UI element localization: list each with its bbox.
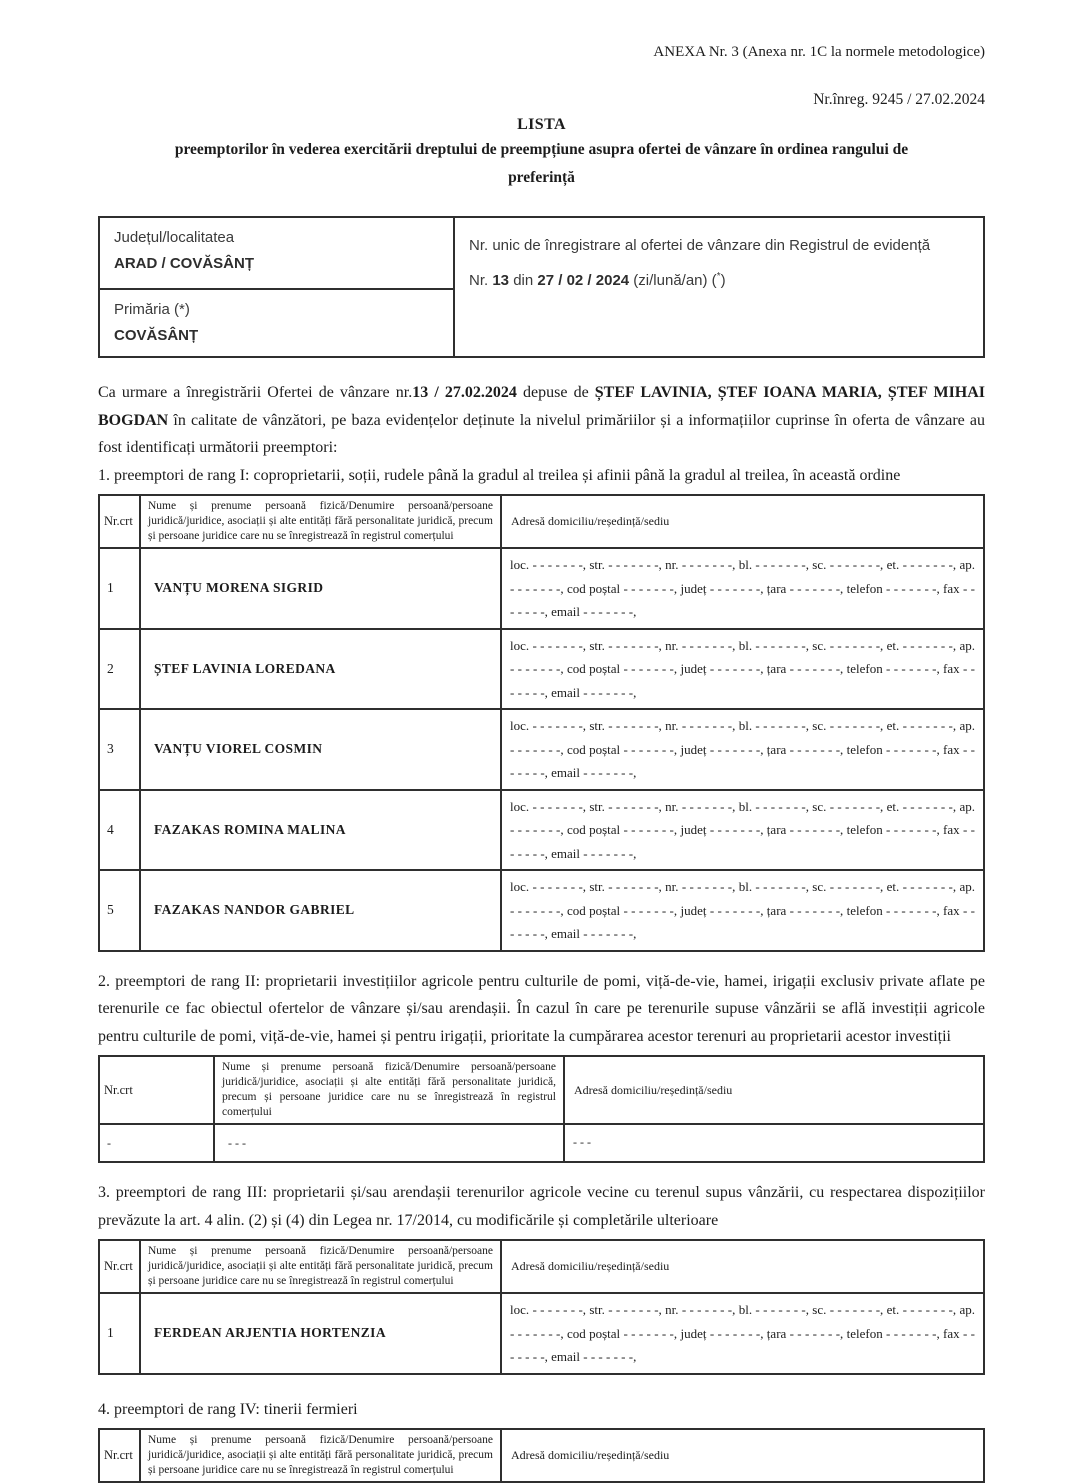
intro-text-2: depuse de	[516, 384, 595, 401]
table-row	[99, 870, 984, 951]
cityhall-label: Primăria (*)	[114, 301, 190, 318]
table-header-row	[99, 1056, 984, 1124]
offer-din: din	[509, 272, 538, 289]
column-header-name: Nume și prenume persoană fizică/Denumire persoană/persoane juridică/juridice, asociații și alte entități fără personalitate juridică, precum și persoane juridice care nu se înregistrează în registrul comerțului	[214, 1056, 564, 1124]
column-header-name: Nume și prenume persoană fizică/Denumire persoană/persoane juridică/juridice, asociații și alte entități fără personalitate juridică, precum și persoane juridice care nu se înregistrează în registrul comerțului	[140, 1240, 501, 1293]
preemptor-name: FAZAKAS NANDOR GABRIEL	[140, 870, 501, 951]
preemptor-address: loc. - - - - - - -, str. - - - - - - -, nr. - - - - - - -, bl. - - - - - - -, sc. - - - - - - -, et. - - - - - - -, ap. - - - - - - -, cod poștal - - - - - - -, județ - - - - - - -, țara - - - - - - -, telefon - - - - - - -, fax - - - - - - -, email - - - - - - -,	[501, 870, 984, 951]
preemptor-name: - - -	[214, 1124, 564, 1162]
column-header-name: Nume și prenume persoană fizică/Denumire persoană/persoane juridică/juridice, asociații și alte entități fără personalitate juridică, precum și persoane juridice care nu se înregistrează în registrul comerțului	[140, 1429, 501, 1482]
intro-sellers-names: ȘTEF LAVINIA, ȘTEF IOANA MARIA, ȘTEF MIHAI BOGDAN	[98, 384, 986, 429]
cityhall-cell	[99, 289, 454, 357]
preemptor-address: - - -	[564, 1124, 984, 1162]
offer-date-value: 27 / 02 / 2024	[537, 272, 630, 289]
subtitle-line-2: preferință	[508, 169, 575, 186]
subtitle-line-1: preemptorilor în vederea exercitării dreptului de preempțiune asupra ofertei de vânzare în ordinea rangului de	[174, 141, 909, 158]
preemptor-address: loc. - - - - - - -, str. - - - - - - -, nr. - - - - - - -, bl. - - - - - - -, sc. - - - - - - -, et. - - - - - - -, ap. - - - - - - -, cod poștal - - - - - - -, județ - - - - - - -, țara - - - - - - -, telefon - - - - - - -, fax - - - - - - -, email - - - - - - -,	[501, 629, 984, 710]
table-row	[99, 629, 984, 710]
table-row	[99, 790, 984, 871]
cityhall-value: COVĂSÂNȚ	[114, 327, 199, 344]
anexa-reference: ANEXA Nr. 3 (Anexa nr. 1C la normele metodologice)	[653, 44, 985, 60]
intro-text-3: în calitate de vânzători, pe baza evidențelor deținute la nivelul primăriilor și a informațiilor cuprinse în oferta de vânzare au fost identificați următorii preemptori:	[98, 411, 985, 456]
column-header-number: Nr.crt	[99, 495, 140, 548]
offer-number-prefix: Nr.	[469, 272, 493, 289]
column-header-address: Adresă domiciliu/reședință/sediu	[564, 1056, 984, 1124]
preemptor-address: loc. - - - - - - -, str. - - - - - - -, nr. - - - - - - -, bl. - - - - - - -, sc. - - - - - - -, et. - - - - - - -, ap. - - - - - - -, cod poștal - - - - - - -, județ - - - - - - -, țara - - - - - - -, telefon - - - - - - -, fax - - - - - - -, email - - - - - - -,	[501, 1293, 984, 1374]
preemptor-address: loc. - - - - - - -, str. - - - - - - -, nr. - - - - - - -, bl. - - - - - - -, sc. - - - - - - -, et. - - - - - - -, ap. - - - - - - -, cod poștal - - - - - - -, județ - - - - - - -, țara - - - - - - -, telefon - - - - - - -, fax - - - - - - -, email - - - - - - -,	[501, 548, 984, 629]
preemptor-name: ȘTEF LAVINIA LOREDANA	[140, 629, 501, 710]
intro-paragraph	[98, 379, 985, 462]
row-number: 5	[99, 870, 140, 951]
preemptor-name: VANȚU VIOREL COSMIN	[140, 709, 501, 790]
registration-number-line: Nr.înreg. 9245 / 27.02.2024	[813, 91, 985, 108]
county-cell	[99, 217, 454, 289]
offer-registration-text: Nr. unic de înregistrare al ofertei de vânzare din Registrul de evidență	[469, 237, 931, 254]
offer-registration-cell	[454, 217, 984, 357]
column-header-number: Nr.crt	[99, 1240, 140, 1293]
table-row	[99, 1124, 984, 1162]
row-number: -	[99, 1124, 214, 1162]
county-label: Județul/localitatea	[114, 229, 235, 246]
preemptor-name: FAZAKAS ROMINA MALINA	[140, 790, 501, 871]
row-number: 4	[99, 790, 140, 871]
row-number: 2	[99, 629, 140, 710]
rank3-table	[98, 1239, 985, 1375]
table-header-row	[99, 1240, 984, 1293]
row-number: 1	[99, 548, 140, 629]
rank2-heading: 2. preemptori de rang II: proprietarii investițiilor agricole pentru culturile de pomi, viță-de-vie, hamei, irigații exclusiv private aflate pe terenurile ce fac obiectul ofertelor de vânzare și/sau arendașii. În cazul în care pe terenurile supuse vânzării se află investiții agricole pentru culturile de pomi, viță-de-vie, hamei și pentru irigații, prioritate la cumpărarea acestor terenuri au proprietarii acestor investiții	[98, 972, 985, 1045]
table-header-row	[99, 1429, 984, 1482]
column-header-address: Adresă domiciliu/reședință/sediu	[501, 1240, 984, 1293]
row-number: 3	[99, 709, 140, 790]
column-header-number: Nr.crt	[99, 1056, 214, 1124]
rank2-table	[98, 1055, 985, 1163]
rank4-heading: 4. preemptori de rang IV: tinerii fermieri	[98, 1400, 358, 1418]
table-header-row	[99, 495, 984, 548]
preemptor-name: FERDEAN ARJENTIA HORTENZIA	[140, 1293, 501, 1374]
document-title: LISTA	[517, 116, 566, 133]
table-row	[99, 1293, 984, 1374]
table-row	[99, 709, 984, 790]
column-header-number: Nr.crt	[99, 1429, 140, 1482]
offer-date-note: (zi/lună/an) (	[629, 272, 717, 289]
rank3-heading: 3. preemptori de rang III: proprietarii și/sau arendașii terenurilor agricole vecine cu terenul supus vânzării, cu respectarea dispozițiilor prevăzute la art. 4 alin. (2) și (4) din Legea nr. 17/2014, cu modificările și completările ulterioare	[98, 1184, 985, 1229]
row-number: 1	[99, 1293, 140, 1374]
county-value: ARAD / COVĂSÂNȚ	[114, 255, 255, 272]
footnote-star: *	[716, 271, 721, 282]
column-header-name: Nume și prenume persoană fizică/Denumire persoană/persoane juridică/juridice, asociații și alte entități fără personalitate juridică, precum și persoane juridice care nu se înregistrează în registrul comerțului	[140, 495, 501, 548]
intro-text-1: Ca urmare a înregistrării Ofertei de vânzare nr.	[98, 384, 413, 401]
preemptor-address: loc. - - - - - - -, str. - - - - - - -, nr. - - - - - - -, bl. - - - - - - -, sc. - - - - - - -, et. - - - - - - -, ap. - - - - - - -, cod poștal - - - - - - -, județ - - - - - - -, țara - - - - - - -, telefon - - - - - - -, fax - - - - - - -, email - - - - - - -,	[501, 709, 984, 790]
rank4-table	[98, 1428, 985, 1483]
registration-info-table	[98, 216, 985, 358]
column-header-address: Adresă domiciliu/reședință/sediu	[501, 1429, 984, 1482]
rank1-table	[98, 494, 985, 952]
offer-note-close: )	[720, 272, 726, 289]
offer-number-value: 13	[492, 272, 510, 289]
table-row	[99, 548, 984, 629]
intro-offer-ref: 13 / 27.02.2024	[412, 384, 517, 401]
document-subtitle	[98, 136, 985, 192]
preemptor-name: VANȚU MORENA SIGRID	[140, 548, 501, 629]
rank1-heading: 1. preemptori de rang I: coproprietarii, soții, rudele până la gradul al treilea și afinii până la gradul al treilea, în această ordine	[98, 466, 901, 484]
preemptor-address: loc. - - - - - - -, str. - - - - - - -, nr. - - - - - - -, bl. - - - - - - -, sc. - - - - - - -, et. - - - - - - -, ap. - - - - - - -, cod poștal - - - - - - -, județ - - - - - - -, țara - - - - - - -, telefon - - - - - - -, fax - - - - - - -, email - - - - - - -,	[501, 790, 984, 871]
column-header-address: Adresă domiciliu/reședință/sediu	[501, 495, 984, 548]
